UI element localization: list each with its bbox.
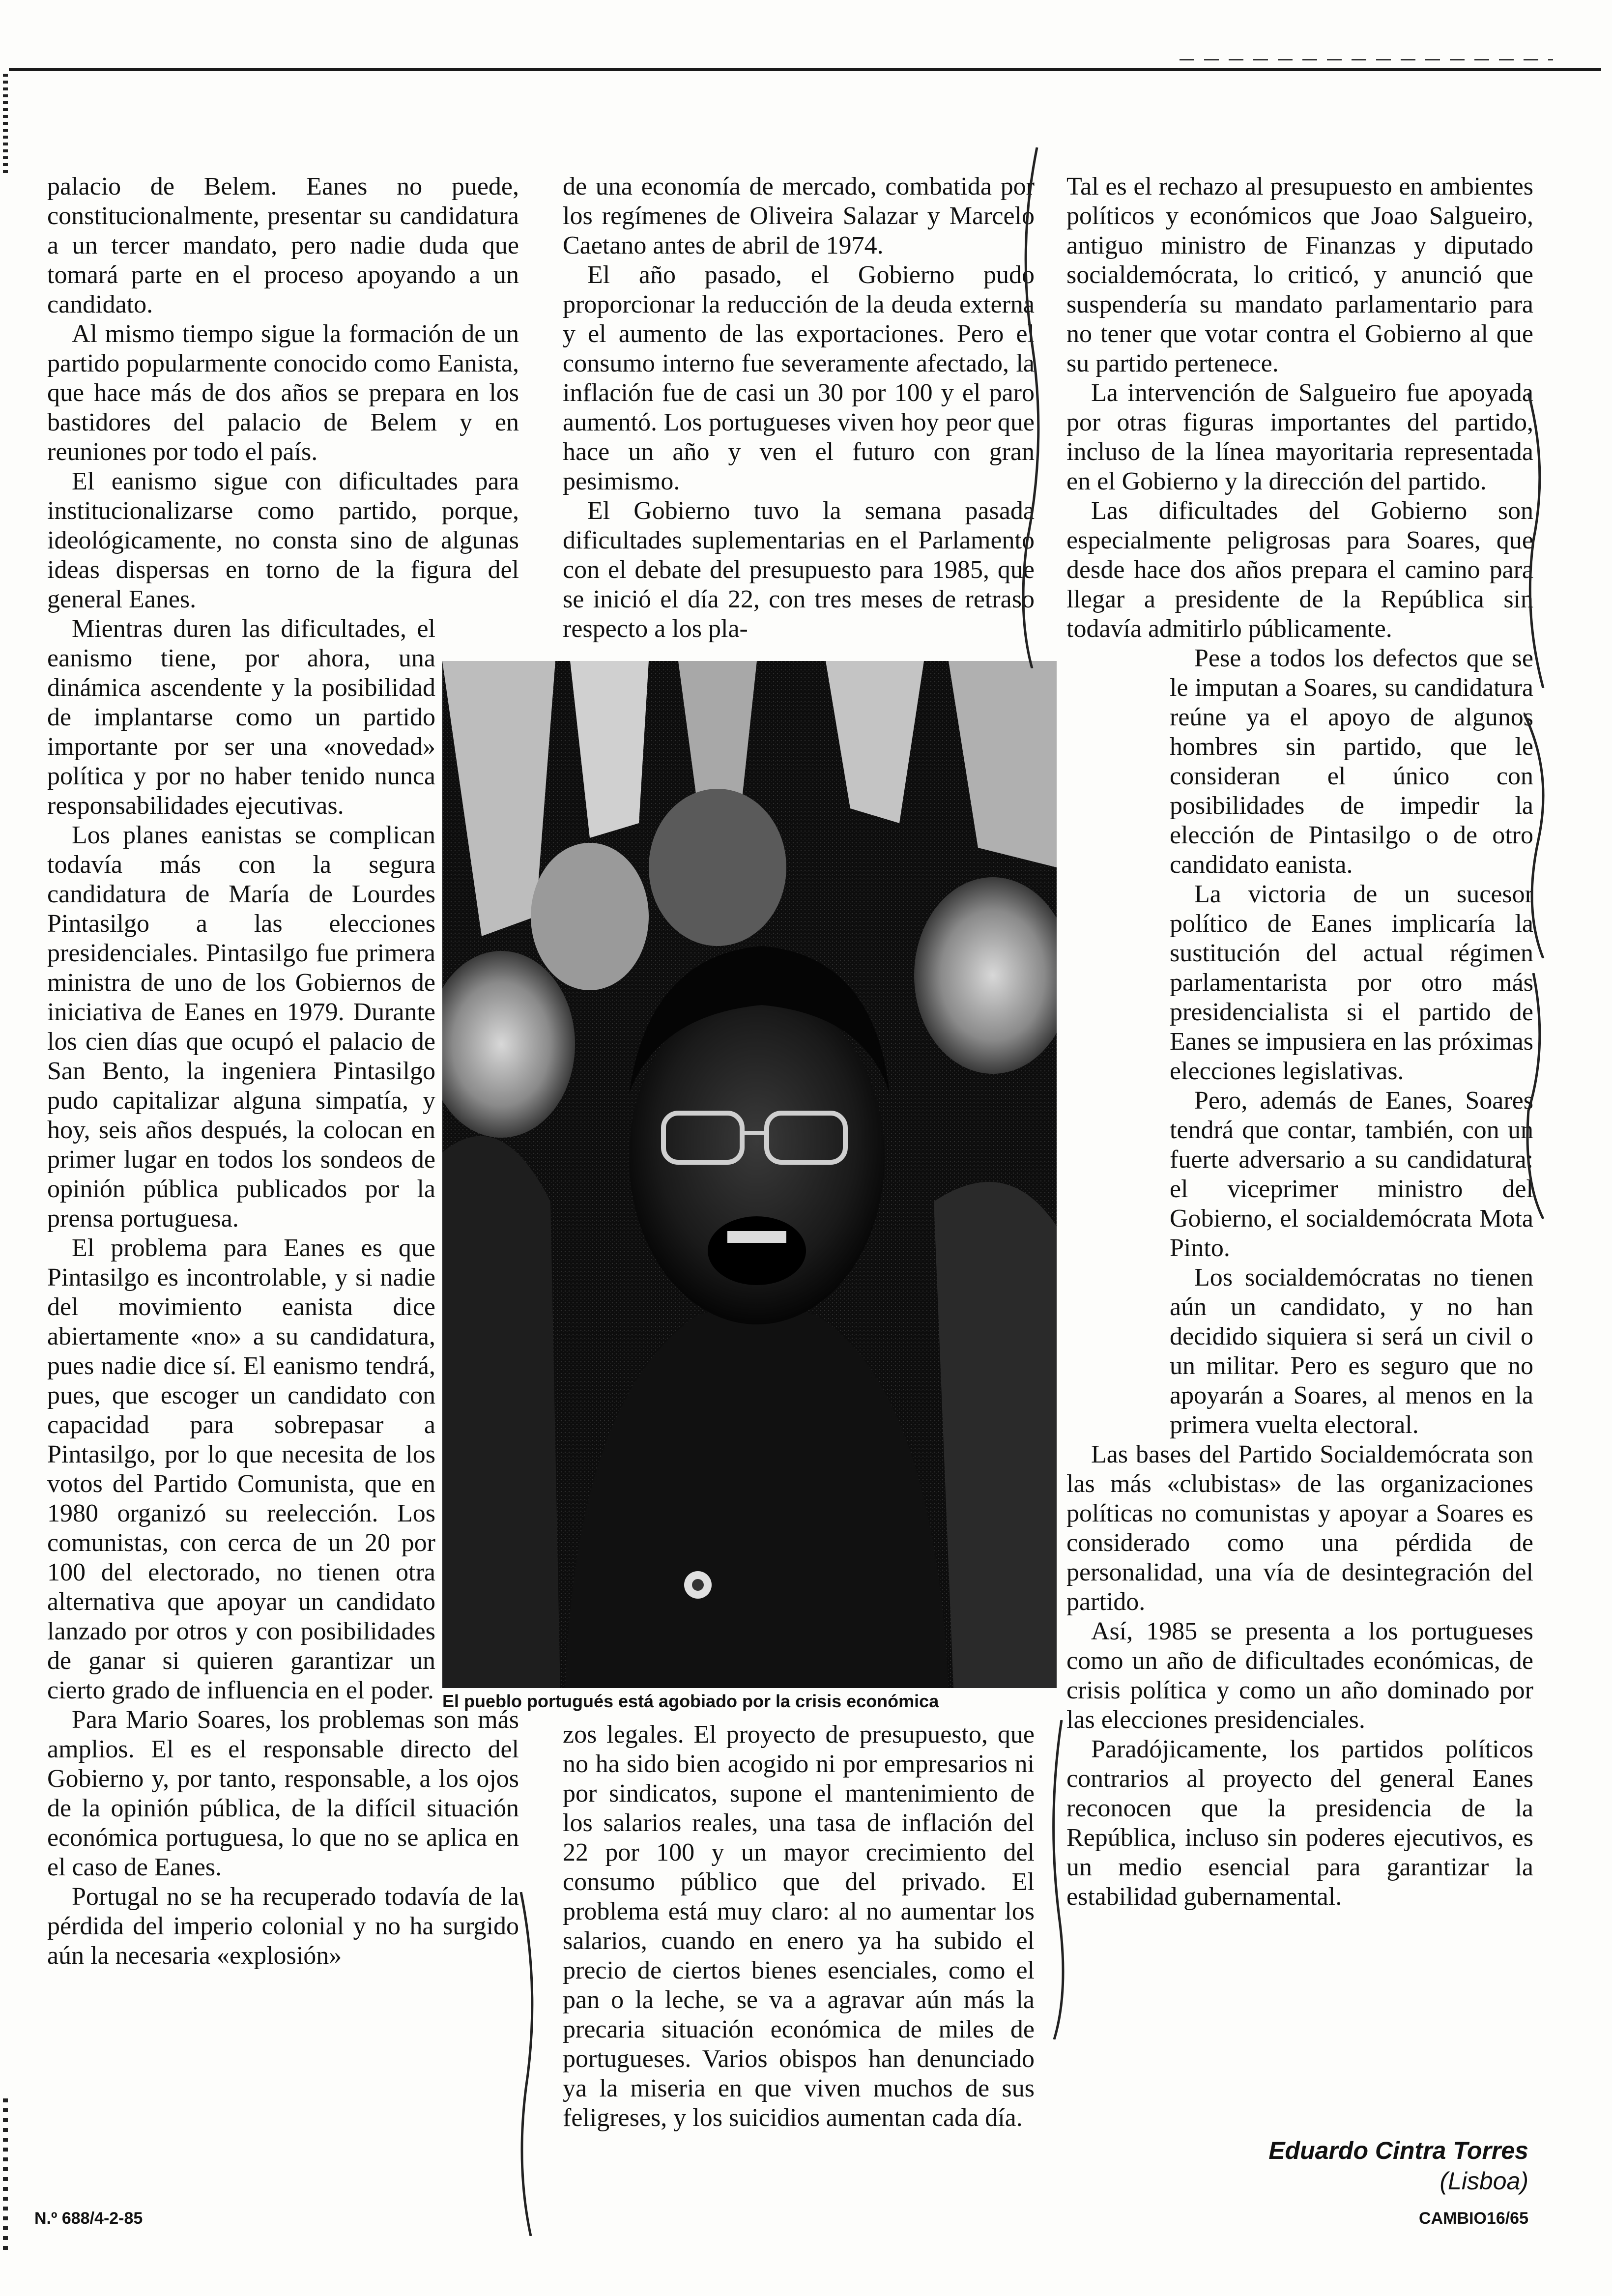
byline [1268,2135,1528,2196]
author-location: (Lisboa) [1439,2167,1528,2195]
issue-number: N.º 688/4-2-85 [34,2209,143,2228]
paragraph: de una economía de mercado, combatida por los regímenes de Oliveira Salazar y Marcelo Caetano antes de abril de 1974. [563,172,1035,259]
paragraph: zos legales. El proyecto de presupuesto, que no ha sido bien acogido ni por empresarios ni por sindicatos, supone el mantenimiento de los salarios reales, una tasa de inflación del 22 por 100 y un mayor crecimiento del consumo público que del privado. El problema está muy claro: al no aumentar los salarios, cuando en enero ya ha subido el precio de ciertos bienes esenciales, como el pan o la leche, se va a agravar aún más la precaria situación económica de miles de portugueses. Varios obispos han denunciado ya la miseria en que viven muchos de sus feligreses, y los suicidios aumentan cada día. [563,1721,1035,2132]
paragraph: La intervención de Salgueiro fue apoyada por otras figuras importantes del partido, incluso de la línea mayoritaria representada en el Gobierno y la dirección del partido. [1066,379,1533,495]
article-column-2-bottom [563,1720,1035,2152]
paragraph: El Gobierno tuvo la semana pasada dificultades suplementarias en el Parlamento con el debate del presupuesto para 1985, que se inició el día 22, con tres meses de retraso respecto a los pla- [563,497,1035,643]
paragraph: Pero, además de Eanes, Soares tendrá que contar, también, con un fuerte adversario a su candidatura: el viceprimer ministro del Gobierno, el socialdemócrata Mota Pinto. [1170,1087,1533,1262]
paragraph: Tal es el rechazo al presupuesto en ambientes políticos y económicos que Joao Salgueiro, antiguo ministro de Finanzas y diputado socialdemócrata, lo criticó, y anunció que suspendería su mandato parlamentario para no tener que votar contra el Gobierno al que su partido pertenece. [1066,172,1533,377]
handwritten-bracket-mark [1017,147,1047,668]
paragraph: Así, 1985 se presenta a los portugueses como un año de dificultades económicas, de crisis política y como un año dominado por las elecciones presidenciales. [1066,1617,1533,1734]
handwritten-bracket-mark [1524,713,1553,958]
top-rule [9,68,1601,71]
crowd-photo-image [442,661,1057,1688]
crowd-photo [442,661,1057,1688]
author-name: Eduardo Cintra Torres [1268,2137,1528,2164]
top-rule-dashed [1180,59,1553,60]
paragraph: Los socialdemócratas no tienen aún un candidato, y no han decidido siquiera si será un civil o un militar. Pero es seguro que no apoyarán a Soares, al menos en la primera vuelta electoral. [1170,1263,1533,1439]
handwritten-bracket-mark [1524,973,1553,1219]
scan-edge-marks [3,74,8,177]
paragraph: Las dificultades del Gobierno son especialmente peligrosas para Soares, que desde hace dos años prepara el camino para llegar a presidente de la República sin todavía admitirlo públicamente. [1066,497,1533,643]
paragraph: El eanismo sigue con dificultades para institucionalizarse como partido, porque, ideológicamente, no consta sino de algunas ideas dispersas en torno de la figura del general Eanes. [47,467,519,613]
photo-caption: El pueblo portugués está agobiado por la crisis económica [442,1691,939,1711]
paragraph: Paradójicamente, los partidos políticos contrarios al proyecto del general Eanes reconocen que la presidencia de la República, incluso sin poderes ejecutivos, es un medio esencial para garantizar la estabilidad gubernamental. [1066,1735,1533,1911]
paragraph: Al mismo tiempo sigue la formación de un partido popularmente conocido como Eanista, que hace más de dos años se prepara en los bastidores del palacio de Belem y en reuniones por todo el país. [47,320,519,466]
handwritten-bracket-mark [516,1892,546,2236]
paragraph: La victoria de un sucesor político de Eanes implicaría la sustitución del actual régimen parlamentarista por otro más presidencialista si el partido de Eanes se impusiera en las próximas elecciones legislativas. [1170,880,1533,1085]
article-column-3 [1066,172,1533,2138]
paragraph: Pese a todos los defectos que se le imputan a Soares, su candidatura reúne ya el apoyo de algunos hombres sin partido, que le consideran el único con posibilidades de impedir la elección de Pintasilgo o de otro candidato eanista. [1170,644,1533,879]
paragraph: El problema para Eanes es que Pintasilgo es incontrolable, y si nadie del movimiento eanista dice abiertamente «no» a su candidatura, pues nadie dice sí. El eanismo tendrá, pues, que escoger un candidato con capacidad para sobrepasar a Pintasilgo, por lo que necesita de los votos del Partido Comunista, que en 1980 organizó su reelección. Los comunistas, con cerca de un 20 por 100 del electorado, no tienen otra alternativa que apoyar un candidato lanzado por otros y con posibilidades de ganar si quieren garantizar un cierto grado de influencia en el poder. [47,1234,435,1704]
paragraph: palacio de Belem. Eanes no puede, constitucionalmente, presentar su candidatura a un tercer mandato, pero nadie duda que tomará parte en el proceso apoyando a un candidato. [47,172,519,318]
handwritten-bracket-mark [1047,1720,1071,2039]
paragraph: Los planes eanistas se complican todavía más con la segura candidatura de María de Lourdes Pintasilgo a las elecciones presidenciales. Pintasilgo fue primera ministra de uno de los Gobiernos de iniciativa de Eanes en 1979. Durante los cien días que ocupó el palacio de San Bento, la ingeniera Pintasilgo pudo capitalizar alguna simpatía, y hoy, seis años después, la colocan en primer lugar en todos los sondeos de opinión pública publicados por la prensa portuguesa. [47,821,435,1233]
paragraph: Mientras duren las dificultades, el eanismo tiene, por ahora, una dinámica ascendente y la posibilidad de implantarse como un partido importante por ser una «novedad» política y por no haber tenido nunca responsabilidades ejecutivas. [47,615,435,820]
page-number: CAMBIO16/65 [1419,2209,1528,2228]
article-column-2-top [563,172,1035,644]
handwritten-bracket-mark [1524,393,1553,688]
scan-edge-marks-bottom [3,2098,8,2256]
paragraph: Para Mario Soares, los problemas son más amplios. El es el responsable directo del Gobierno y, por tanto, responsable, a los ojos de la opinión pública, de la difícil situación económica portuguesa, lo que no se aplica en el caso de Eanes. [47,1706,519,1881]
paragraph: Portugal no se ha recuperado todavía de la pérdida del imperio colonial y no ha surgido aún la necesaria «explosión» [47,1883,519,1970]
paragraph: El año pasado, el Gobierno pudo proporcionar la reducción de la deuda externa y el aumento de las exportaciones. Pero el consumo interno fue severamente afectado, la inflación fue de casi un 30 por 100 y el paro aumentó. Los portugueses viven hoy peor que hace un año y ven el futuro con gran pesimismo. [563,261,1035,495]
paragraph: Las bases del Partido Socialdemócrata son las más «clubistas» de las organizaciones políticas no comunistas y apoyar a Soares es considerado como una pérdida de personalidad, una vía de desintegración del partido. [1066,1440,1533,1616]
